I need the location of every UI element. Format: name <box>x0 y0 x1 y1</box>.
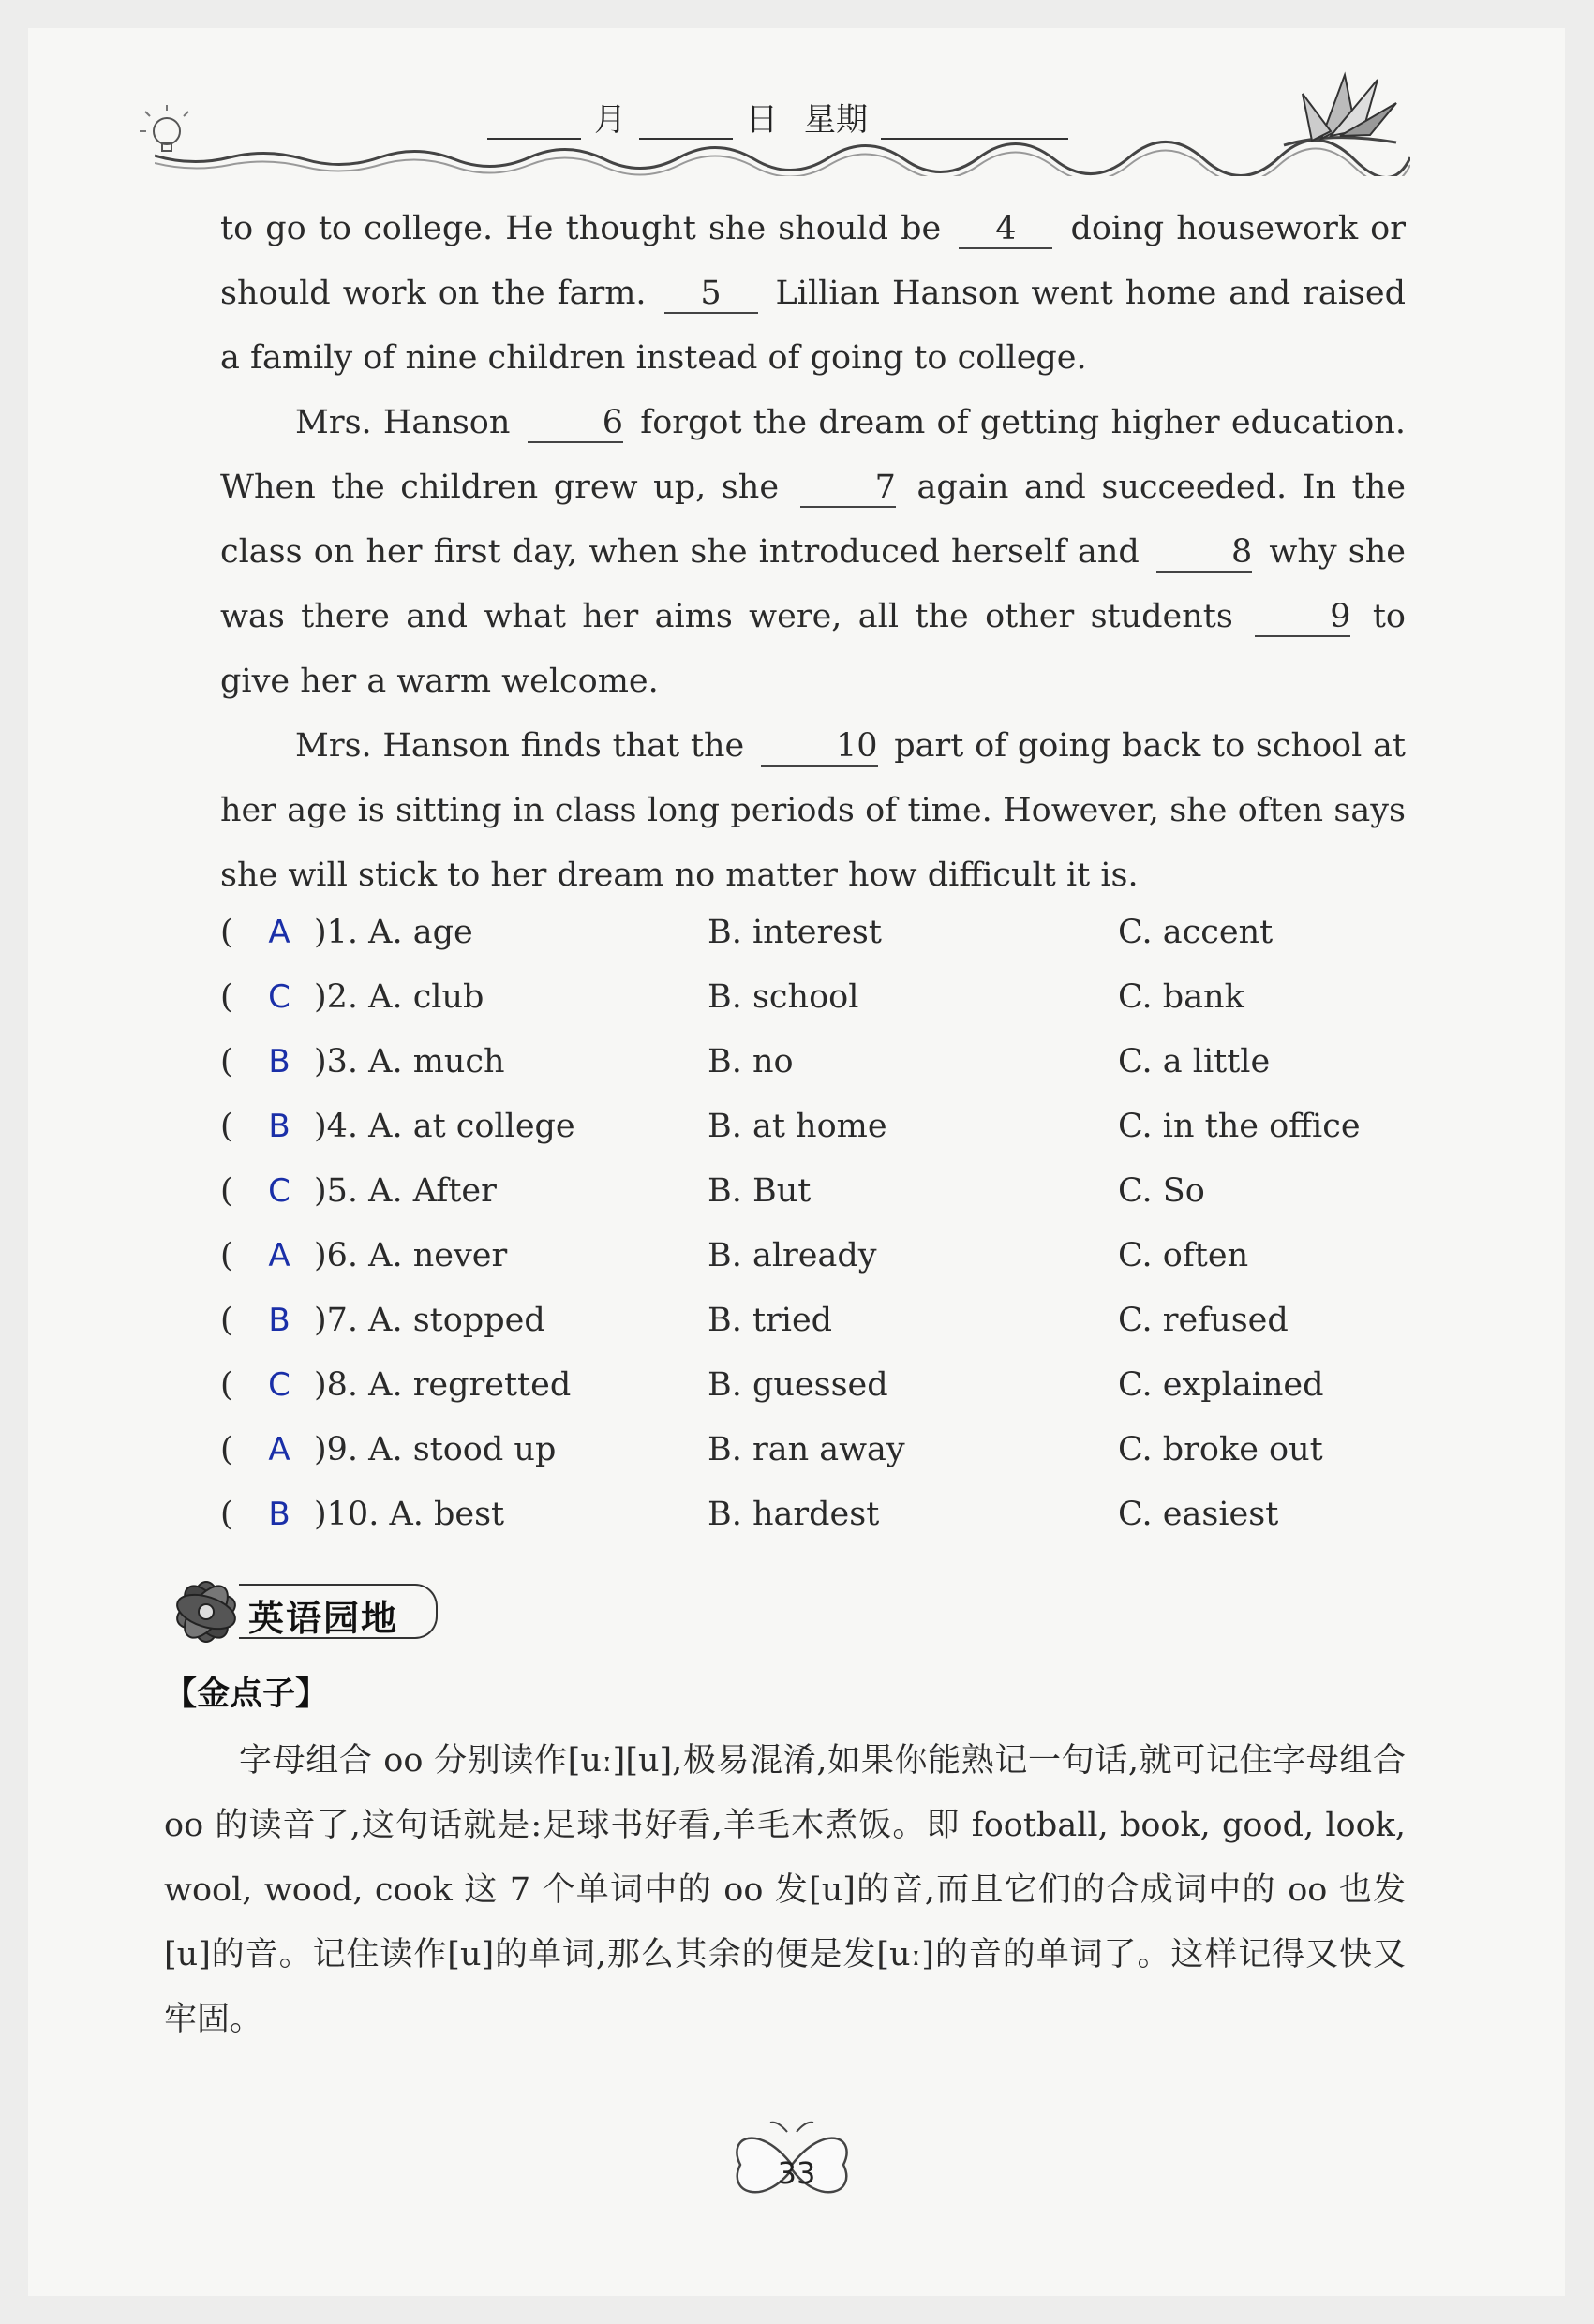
paren: ( <box>220 1431 233 1468</box>
option-a: )6. A. never <box>314 1237 508 1274</box>
option-c: C. accent <box>1118 914 1274 951</box>
option-c: C. often <box>1118 1237 1249 1274</box>
option-c: C. bank <box>1118 978 1244 1016</box>
weekday-blank <box>881 102 1068 140</box>
blank-9: 9 <box>1255 598 1350 637</box>
paren: ( <box>220 978 233 1016</box>
option-a: )2. A. club <box>314 978 484 1016</box>
hibiscus-flower-icon <box>159 1565 262 1659</box>
answer-letter: A <box>268 1431 290 1468</box>
tip-paragraph: 字母组合 oo 分别读作[uː][u],极易混淆,如果你能熟记一句话,就可记住字母组合 oo 的读音了,这句话就是:足球书好看,羊毛木煮饭。即 football, book, good, look, wool, wood, cook 这 7 个单词中的 oo 发[u]的音,而且它们的合成词中的 oo 也发[u]的音。记住读作[u]的单词,那么其余的便是发[uː]的音的单词了。这样记得又快又牢固。 <box>164 1742 1406 2038</box>
answer-letter: C <box>268 978 290 1016</box>
passage-text: again and succeeded. In the class on her first day, when she introduced herself and <box>220 469 1406 571</box>
passage-text: doing housework or should work on the farm. <box>220 210 1406 312</box>
option-a: )9. A. stood up <box>314 1431 557 1468</box>
option-c: C. So <box>1118 1172 1205 1210</box>
cloze-passage <box>220 197 1406 908</box>
option-a: )7. A. stopped <box>314 1302 545 1339</box>
blank-10: 10 <box>761 727 878 767</box>
option-a: )3. A. much <box>314 1043 505 1080</box>
option-b: B. at home <box>708 1108 887 1145</box>
answer-letter: B <box>268 1043 290 1080</box>
option-row <box>220 1043 1406 1108</box>
passage-text: part of going back to school at her age is sitting in class long periods of time. However, she often says she will stick to her dream no matter how difficult it is. <box>220 727 1406 894</box>
blank-7: 7 <box>800 469 896 508</box>
tip-label: 【金点子】 <box>164 1676 329 1713</box>
page-number: 33 <box>777 2155 816 2191</box>
passage-text: Lillian Hanson went home and raised a family of nine children instead of going to college. <box>220 275 1406 377</box>
option-row <box>220 1172 1406 1237</box>
passage-paragraph-2 <box>220 391 1406 714</box>
option-c: C. explained <box>1118 1366 1324 1404</box>
option-row <box>220 978 1406 1043</box>
answer-letter: B <box>268 1496 290 1533</box>
answer-letter: C <box>268 1172 290 1210</box>
paren: ( <box>220 1172 233 1210</box>
option-b: B. ran away <box>708 1431 905 1468</box>
passage-text: forgot the dream of getting higher education. When the children grew up, she <box>220 404 1406 506</box>
option-row <box>220 1108 1406 1172</box>
option-c: C. refused <box>1118 1302 1289 1339</box>
paren: ( <box>220 1043 233 1080</box>
day-label: 日 <box>746 101 778 139</box>
answer-options <box>220 914 1406 1560</box>
option-row <box>220 1302 1406 1366</box>
passage-text: Mrs. Hanson finds that the <box>295 727 745 765</box>
answer-letter: C <box>268 1366 290 1404</box>
blank-4: 4 <box>959 210 1052 249</box>
answer-letter: B <box>268 1302 290 1339</box>
weekday-label: 星期 <box>804 101 868 139</box>
day-blank <box>639 102 733 140</box>
date-header <box>487 94 1162 150</box>
option-a: )10. A. best <box>314 1496 505 1533</box>
option-row <box>220 1496 1406 1560</box>
answer-letter: A <box>268 1237 290 1274</box>
answer-letter: B <box>268 1108 290 1145</box>
paren: ( <box>220 1366 233 1404</box>
month-label: 月 <box>594 101 626 139</box>
option-b: B. But <box>708 1172 812 1210</box>
passage-paragraph-1 <box>220 197 1406 391</box>
option-b: B. school <box>708 978 859 1016</box>
option-b: B. already <box>708 1237 877 1274</box>
paren: ( <box>220 1302 233 1339</box>
option-a: )4. A. at college <box>314 1108 575 1145</box>
paren: ( <box>220 1496 233 1533</box>
option-row <box>220 914 1406 978</box>
option-a: )5. A. After <box>314 1172 497 1210</box>
option-c: C. broke out <box>1118 1431 1323 1468</box>
passage-text: to give her a warm welcome. <box>220 598 1406 700</box>
passage-text: why she was there and what her aims were, all the other students <box>220 533 1406 635</box>
passage-text: Mrs. Hanson <box>295 404 511 441</box>
blank-8: 8 <box>1156 533 1252 573</box>
option-c: C. a little <box>1118 1043 1271 1080</box>
blank-5: 5 <box>664 275 758 314</box>
section-title: 英语园地 <box>248 1598 399 1639</box>
option-row <box>220 1431 1406 1496</box>
tip-text <box>164 1729 1406 2052</box>
paren: ( <box>220 1237 233 1274</box>
paren: ( <box>220 914 233 951</box>
passage-text: to go to college. He thought she should be <box>220 210 942 247</box>
bird-of-paradise-flower-icon <box>1265 56 1410 169</box>
option-b: B. interest <box>708 914 882 951</box>
passage-paragraph-3 <box>220 714 1406 908</box>
option-b: B. guessed <box>708 1366 888 1404</box>
option-c: C. easiest <box>1118 1496 1279 1533</box>
blank-6: 6 <box>528 404 623 443</box>
option-b: B. no <box>708 1043 794 1080</box>
option-row <box>220 1366 1406 1431</box>
answer-letter: A <box>268 914 290 951</box>
option-a: )8. A. regretted <box>314 1366 572 1404</box>
paren: ( <box>220 1108 233 1145</box>
option-row <box>220 1237 1406 1302</box>
option-a: )1. A. age <box>314 914 473 951</box>
option-b: B. hardest <box>708 1496 880 1533</box>
option-b: B. tried <box>708 1302 833 1339</box>
month-blank <box>487 102 581 140</box>
option-c: C. in the office <box>1118 1108 1361 1145</box>
